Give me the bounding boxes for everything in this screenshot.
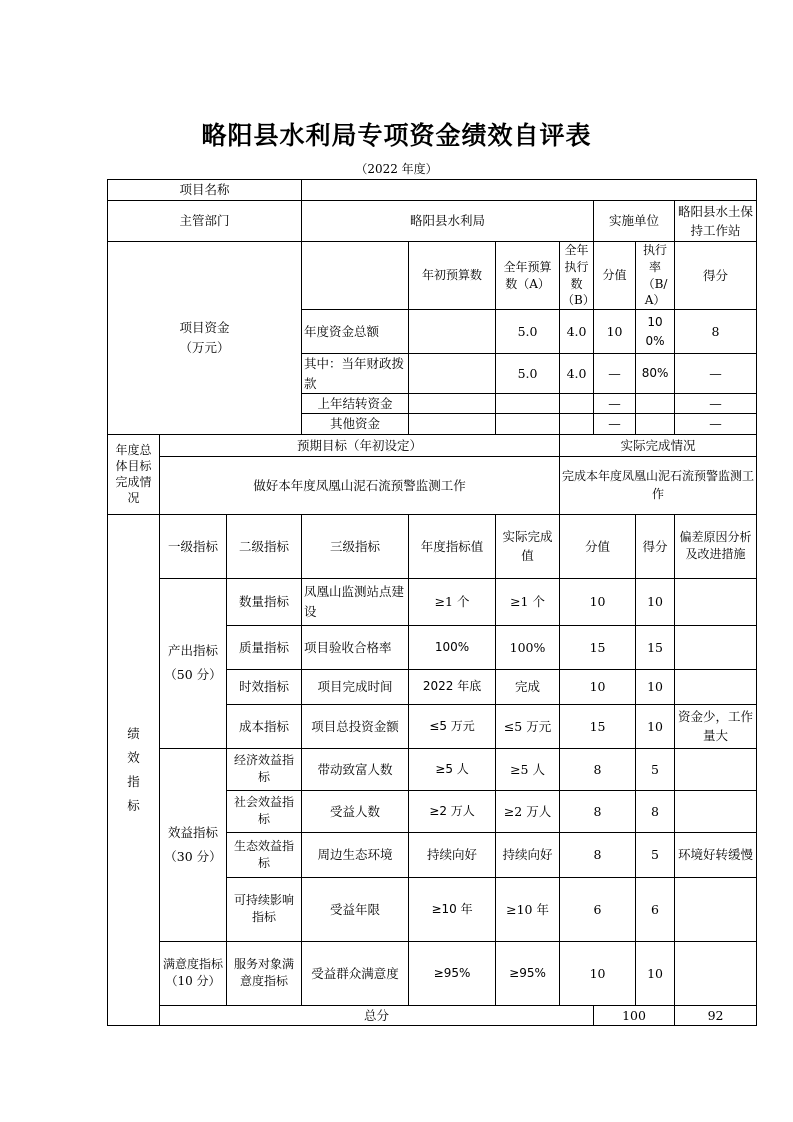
perf-level3: 受益年限 xyxy=(302,877,409,941)
perf-target: ≥95% xyxy=(409,941,496,1005)
perf-score: 6 xyxy=(560,877,636,941)
perf-target: 持续向好 xyxy=(409,832,496,877)
perf-target: ≥10 年 xyxy=(409,877,496,941)
perf-header-level1: 一级指标 xyxy=(160,514,227,578)
perf-row xyxy=(108,578,757,625)
funds-row-executed: 4.0 xyxy=(560,354,594,394)
perf-score: 8 xyxy=(560,832,636,877)
project-name-row xyxy=(108,180,757,201)
perf-level2: 数量指标 xyxy=(227,578,302,625)
perf-actual: 持续向好 xyxy=(496,832,560,877)
perf-target: ≥1 个 xyxy=(409,578,496,625)
perf-reason xyxy=(675,669,757,704)
perf-group-label: 满意度指标（10 分） xyxy=(160,941,227,1005)
perf-actual: ≥10 年 xyxy=(496,877,560,941)
document-year: （2022 年度） xyxy=(355,162,438,176)
perf-reason: 环境好转缓慢 xyxy=(675,832,757,877)
funds-row-score: — xyxy=(594,354,636,394)
goals-actual-text: 完成本年度凤凰山泥石流预警监测工作 xyxy=(560,456,757,514)
funds-header-got: 得分 xyxy=(675,242,757,310)
perf-level3: 受益人数 xyxy=(302,790,409,832)
perf-header-target: 年度指标值 xyxy=(409,514,496,578)
perf-actual: ≥2 万人 xyxy=(496,790,560,832)
funds-row-initial xyxy=(409,414,496,434)
perf-reason xyxy=(675,790,757,832)
perf-group-label: 效益指标（30 分） xyxy=(160,748,227,941)
perf-actual: ≥5 人 xyxy=(496,748,560,790)
perf-got: 5 xyxy=(636,832,675,877)
perf-level3: 项目总投资金额 xyxy=(302,704,409,748)
perf-level3: 项目验收合格率 xyxy=(302,625,409,669)
funds-header-blank xyxy=(302,242,409,310)
funds-header-executed: 全年执行数（B） xyxy=(560,242,594,310)
perf-got: 6 xyxy=(636,877,675,941)
funds-row-rate xyxy=(636,393,675,413)
goals-section-label: 年度总体目标完成情况 xyxy=(108,434,160,514)
funds-row-score: 10 xyxy=(594,310,636,354)
perf-header-level3: 三级指标 xyxy=(302,514,409,578)
funds-row-executed xyxy=(560,393,594,413)
goals-actual-header: 实际完成情况 xyxy=(560,434,757,456)
perf-score: 8 xyxy=(560,748,636,790)
funds-header-initial: 年初预算数 xyxy=(409,242,496,310)
perf-got: 10 xyxy=(636,941,675,1005)
perf-level3: 周边生态环境 xyxy=(302,832,409,877)
funds-section-label: 项目资金 （万元） xyxy=(108,242,302,435)
perf-target: ≤5 万元 xyxy=(409,704,496,748)
perf-level3: 项目完成时间 xyxy=(302,669,409,704)
perf-reason xyxy=(675,748,757,790)
perf-header-level2: 二级指标 xyxy=(227,514,302,578)
perf-target: ≥5 人 xyxy=(409,748,496,790)
perf-group-label: 产出指标（50 分） xyxy=(160,578,227,748)
perf-reason xyxy=(675,877,757,941)
perf-actual: ≥95% xyxy=(496,941,560,1005)
goals-expected-header: 预期目标（年初设定） xyxy=(160,434,560,456)
funds-row-executed xyxy=(560,414,594,434)
perf-header-actual: 实际完成值 xyxy=(496,514,560,578)
document-title: 略阳县水利局专项资金绩效自评表 xyxy=(201,121,592,150)
perf-section-label: 绩效指标 xyxy=(108,514,160,1025)
department-row xyxy=(108,201,757,242)
impl-label: 实施单位 xyxy=(594,201,675,242)
perf-level2: 服务对象满意度指标 xyxy=(227,941,302,1005)
project-name-value xyxy=(302,180,757,201)
perf-got: 10 xyxy=(636,578,675,625)
perf-got: 10 xyxy=(636,704,675,748)
goals-content-row xyxy=(108,456,757,514)
funds-row-rate: 100% xyxy=(636,310,675,354)
perf-level3: 受益群众满意度 xyxy=(302,941,409,1005)
funds-row-score: — xyxy=(594,393,636,413)
perf-header-row xyxy=(108,514,757,578)
perf-score: 15 xyxy=(560,625,636,669)
perf-level2: 生态效益指标 xyxy=(227,832,302,877)
perf-target: 2022 年底 xyxy=(409,669,496,704)
funds-row-label: 上年结转资金 xyxy=(302,393,409,413)
perf-level2: 经济效益指标 xyxy=(227,748,302,790)
perf-got: 15 xyxy=(636,625,675,669)
perf-reason xyxy=(675,578,757,625)
perf-header-score: 分值 xyxy=(560,514,636,578)
funds-header-annual: 全年预算数（A） xyxy=(496,242,560,310)
perf-score: 10 xyxy=(560,578,636,625)
funds-row-annual: 5.0 xyxy=(496,354,560,394)
funds-header-rate: 执行率（B/A） xyxy=(636,242,675,310)
perf-level2: 质量指标 xyxy=(227,625,302,669)
funds-row-annual: 5.0 xyxy=(496,310,560,354)
perf-actual: 100% xyxy=(496,625,560,669)
perf-header-reason: 偏差原因分析及改进措施 xyxy=(675,514,757,578)
perf-score: 8 xyxy=(560,790,636,832)
dept-value: 略阳县水利局 xyxy=(302,201,594,242)
goals-expected-text: 做好本年度凤凰山泥石流预警监测工作 xyxy=(160,456,560,514)
perf-score: 10 xyxy=(560,941,636,1005)
funds-row-executed: 4.0 xyxy=(560,310,594,354)
funds-row-score: — xyxy=(594,414,636,434)
project-name-label: 项目名称 xyxy=(108,180,302,201)
perf-score: 10 xyxy=(560,669,636,704)
perf-reason: 资金少，工作量大 xyxy=(675,704,757,748)
perf-level3: 带动致富人数 xyxy=(302,748,409,790)
funds-row-got: 8 xyxy=(675,310,757,354)
funds-row-label: 年度资金总额 xyxy=(302,310,409,354)
perf-got: 8 xyxy=(636,790,675,832)
perf-reason xyxy=(675,625,757,669)
perf-reason xyxy=(675,941,757,1005)
perf-actual: ≥1 个 xyxy=(496,578,560,625)
funds-row-label: 其中：当年财政拨款 xyxy=(302,354,409,394)
total-row xyxy=(108,1005,757,1025)
perf-actual: ≤5 万元 xyxy=(496,704,560,748)
dept-label: 主管部门 xyxy=(108,201,302,242)
funds-row-rate xyxy=(636,414,675,434)
perf-row xyxy=(108,748,757,790)
perf-level2: 时效指标 xyxy=(227,669,302,704)
perf-got: 5 xyxy=(636,748,675,790)
funds-row-got: — xyxy=(675,393,757,413)
funds-row-initial xyxy=(409,393,496,413)
funds-row-initial xyxy=(409,354,496,394)
perf-header-got: 得分 xyxy=(636,514,675,578)
funds-row-annual xyxy=(496,414,560,434)
impl-value: 略阳县水土保持工作站 xyxy=(675,201,757,242)
perf-level2: 可持续影响指标 xyxy=(227,877,302,941)
perf-level3: 凤凰山监测站点建设 xyxy=(302,578,409,625)
funds-row-label: 其他资金 xyxy=(302,414,409,434)
goals-header-row xyxy=(108,434,757,456)
total-got: 92 xyxy=(675,1005,757,1025)
funds-header-row xyxy=(108,242,757,310)
funds-row-initial xyxy=(409,310,496,354)
perf-score: 15 xyxy=(560,704,636,748)
perf-got: 10 xyxy=(636,669,675,704)
funds-header-score: 分值 xyxy=(594,242,636,310)
perf-target: ≥2 万人 xyxy=(409,790,496,832)
perf-actual: 完成 xyxy=(496,669,560,704)
perf-level2: 社会效益指标 xyxy=(227,790,302,832)
perf-level2: 成本指标 xyxy=(227,704,302,748)
funds-row-rate: 80% xyxy=(636,354,675,394)
funds-row-got: — xyxy=(675,354,757,394)
total-label: 总分 xyxy=(160,1005,594,1025)
self-evaluation-table xyxy=(107,179,757,1026)
funds-row-got: — xyxy=(675,414,757,434)
funds-row-annual xyxy=(496,393,560,413)
perf-target: 100% xyxy=(409,625,496,669)
perf-row xyxy=(108,941,757,1005)
total-score: 100 xyxy=(594,1005,675,1025)
